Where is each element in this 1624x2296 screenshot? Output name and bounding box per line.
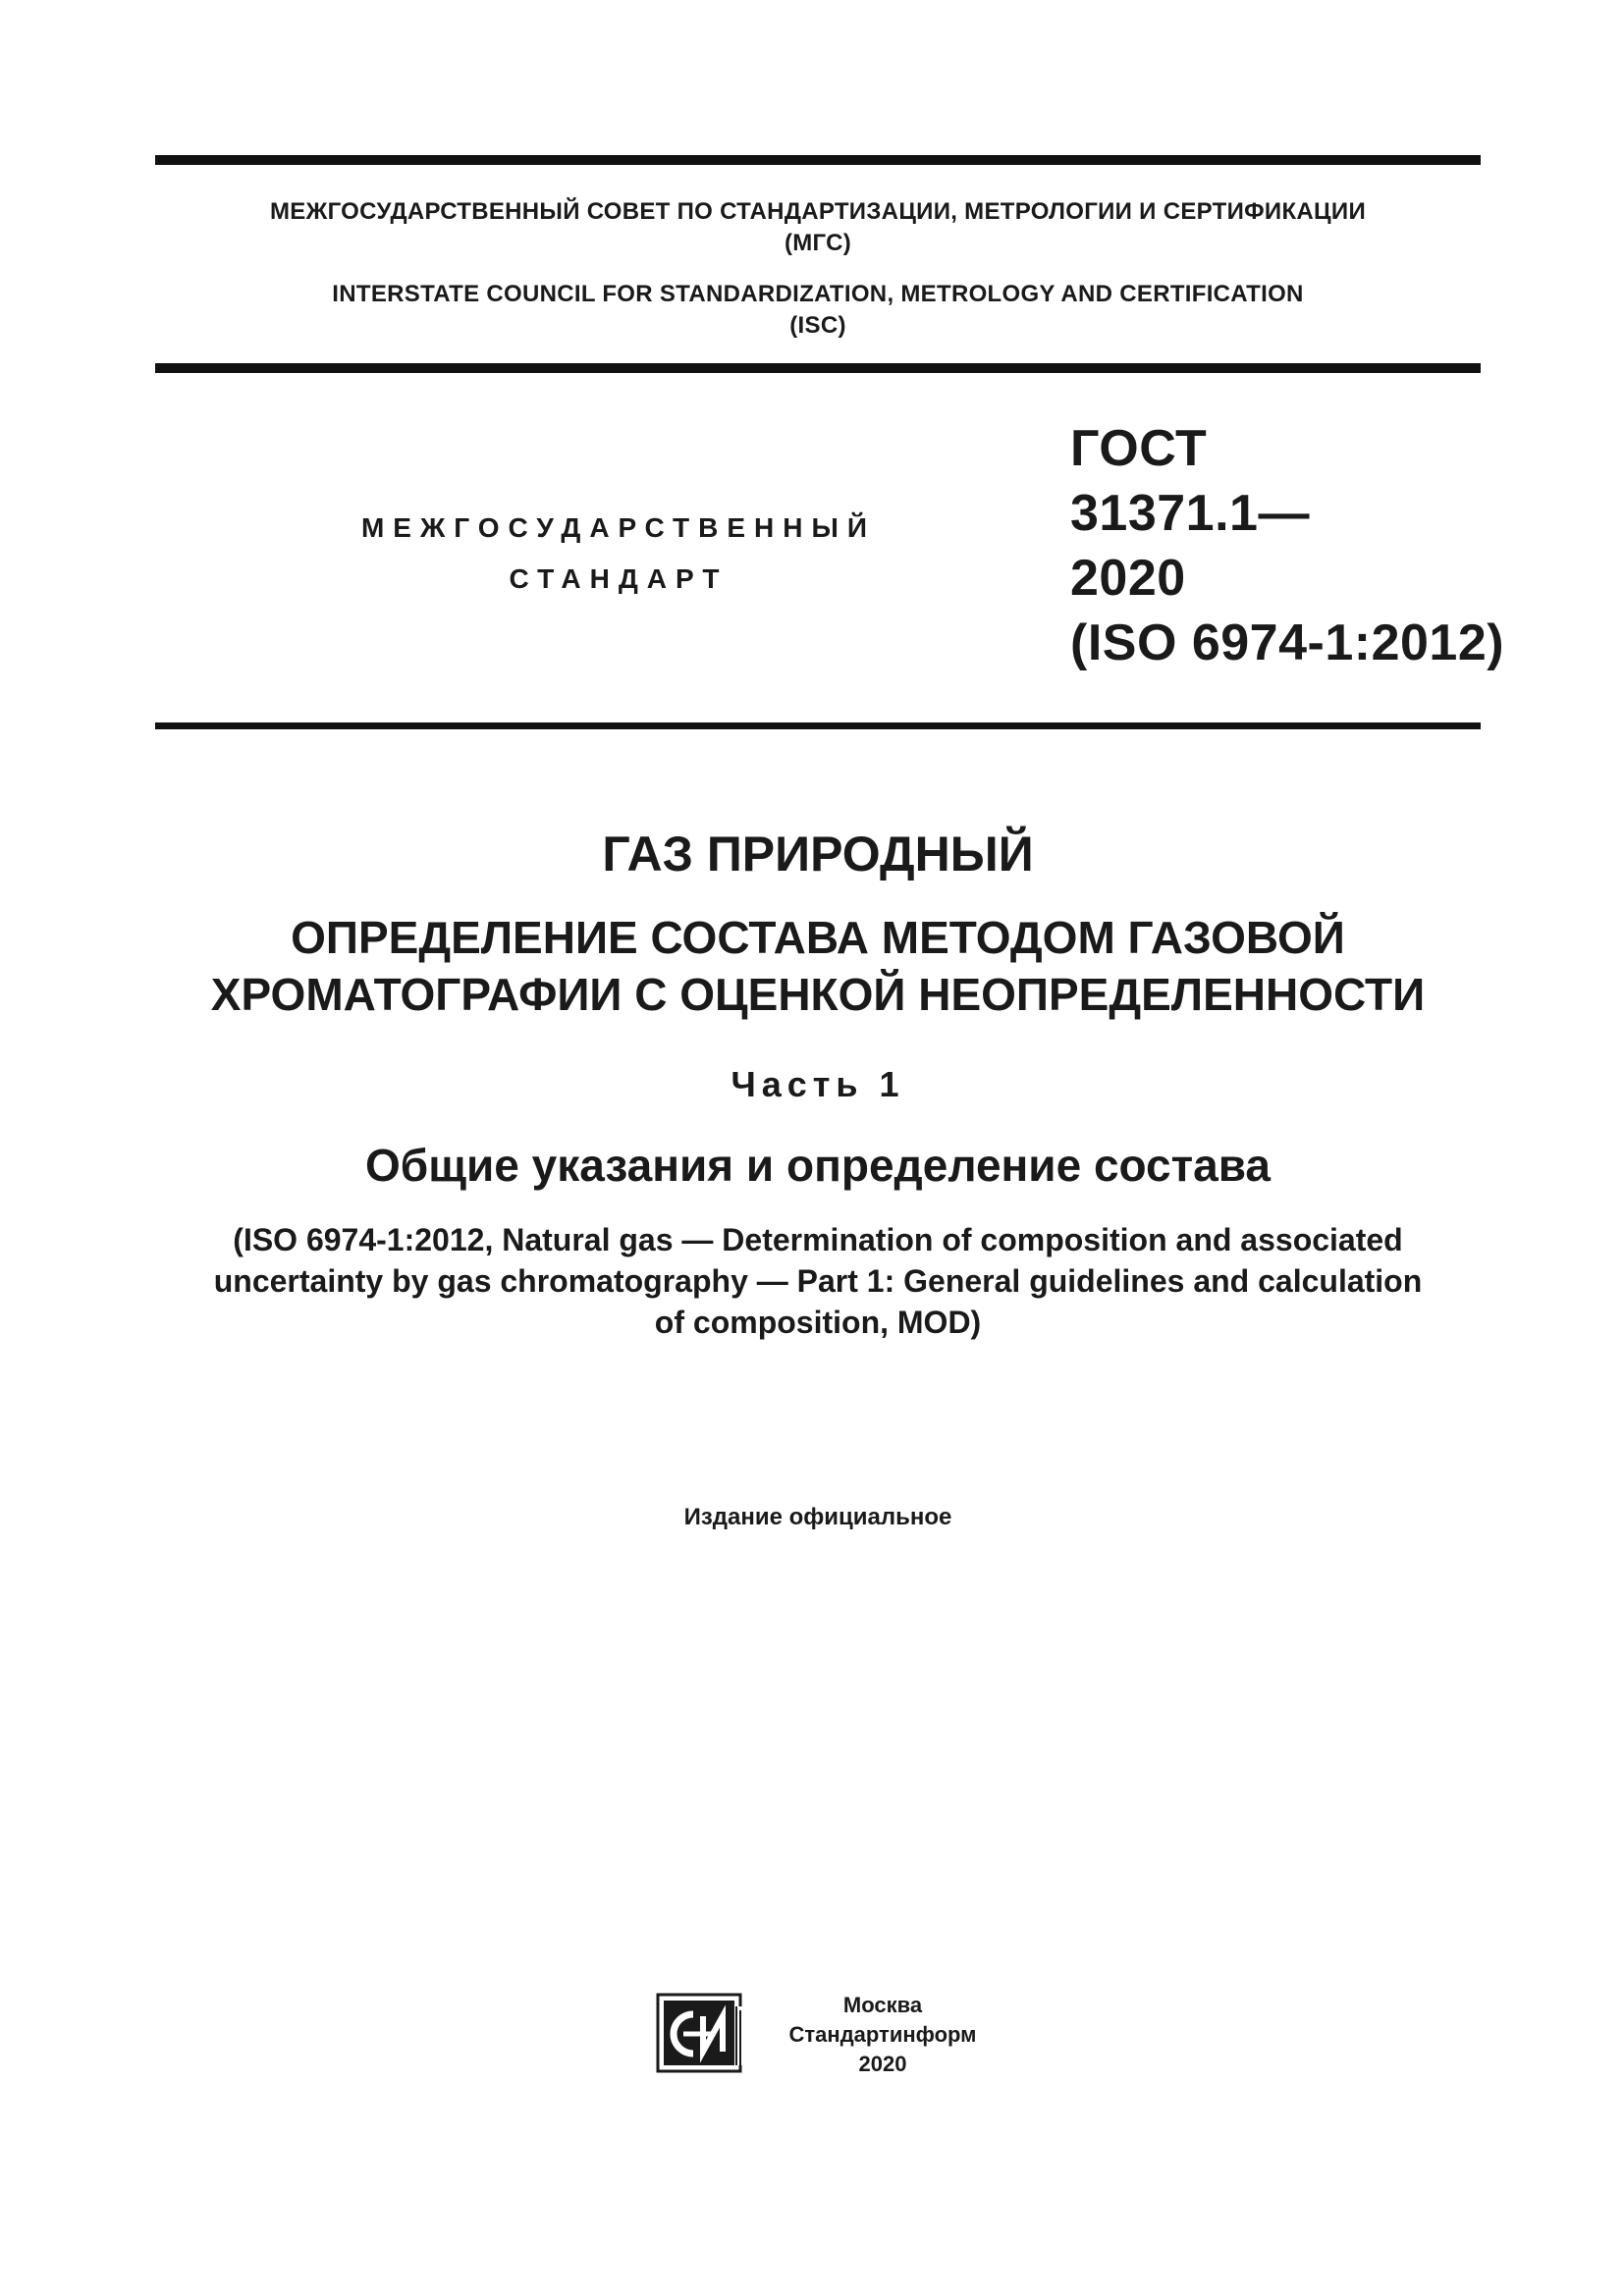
document-title: ГАЗ ПРИРОДНЫЙ [602, 827, 1034, 881]
publisher-year: 2020 [858, 2052, 907, 2076]
part-title: Общие указания и определение состава [365, 1140, 1271, 1191]
part-label: Часть 1 [731, 1064, 905, 1104]
standard-number: ГОСТ 31371.1— 2020 (ISO 6974-1:2012) [1070, 420, 1505, 671]
header-rule [155, 363, 1481, 373]
publisher-info [770, 1991, 996, 2079]
top-rule [155, 155, 1481, 165]
council-name-ru: МЕЖГОСУДАРСТВЕННЫЙ СОВЕТ ПО СТАНДАРТИЗАЦИИ, МЕТРОЛОГИИ И СЕРТИФИКАЦИИ (МГС) [269, 198, 1366, 256]
standard-type: МЕЖГОСУДАРСТВЕННЫЙ СТАНДАРТ [360, 512, 877, 594]
document-subtitle: ОПРЕДЕЛЕНИЕ СОСТАВА МЕТОДОМ ГАЗОВОЙ ХРОМАТОГРАФИИ С ОЦЕНКОЙ НЕОПРЕДЕЛЕННОСТИ [210, 912, 1426, 1020]
standartinform-logo-icon [656, 1993, 746, 2075]
title-rule [155, 722, 1481, 729]
council-name-en: INTERSTATE COUNCIL FOR STANDARDIZATION, METROLOGY AND CERTIFICATION (ISC) [332, 281, 1304, 339]
edition-label: Издание официальное [683, 1504, 952, 1530]
iso-reference: (ISO 6974-1:2012, Natural gas — Determination of composition and associated uncertainty by gas chromatography — Part 1: General guidelines and calculation of composition, MOD) [213, 1222, 1423, 1340]
publisher-city: Москва [842, 1993, 923, 2017]
publisher-name: Стандартинформ [788, 2022, 977, 2047]
